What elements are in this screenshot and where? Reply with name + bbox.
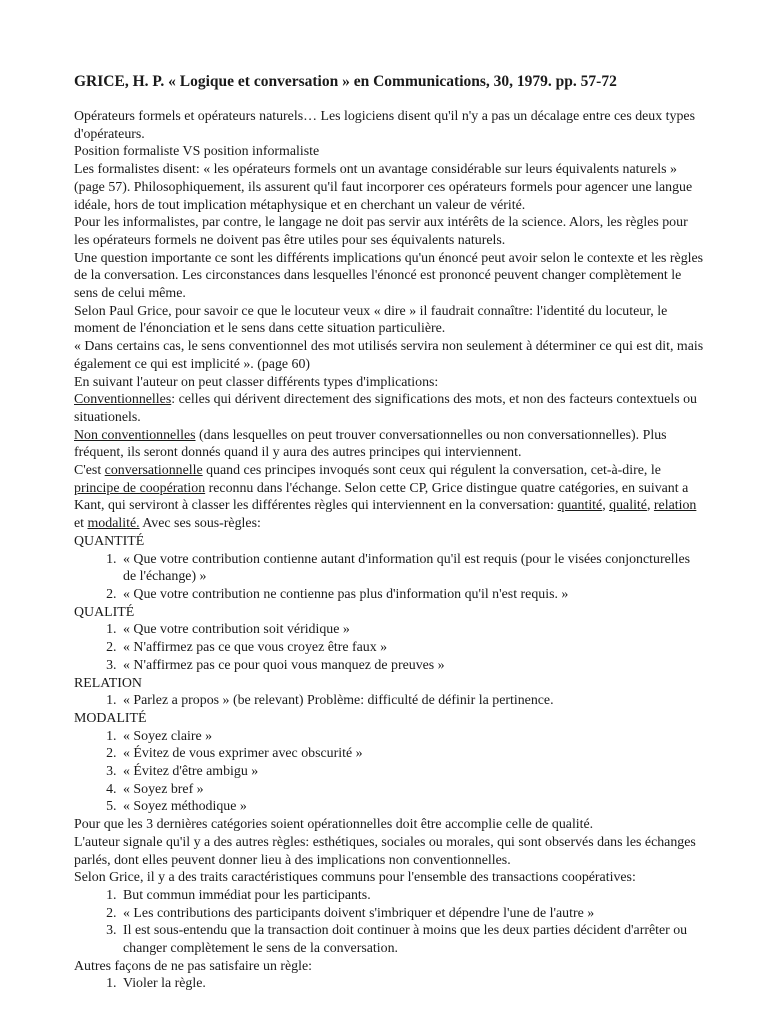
term-modalite: modalité. (87, 516, 140, 532)
paragraph-conventionnelles (74, 391, 706, 426)
list-item: 1. « Soyez claire » (120, 728, 706, 746)
list-item: 2. « Évitez de vous exprimer avec obscurité » (120, 745, 706, 763)
list-item: 3. « N'affirmez pas ce pour quoi vous manquez de preuves » (120, 657, 706, 675)
text-span: , (646, 498, 654, 514)
term-conversationnelle: conversationnelle (104, 463, 203, 479)
text-non-conventionnelles: (dans lesquelles on peut trouver conversationnelles ou non conversationnelles). Plus fréquent, ils seront donnés quand il y aura des autres principes qui interviennent. (74, 427, 667, 461)
list-item: 1. « Parlez a propos » (be relevant) Problème: difficulté de définir la pertinence. (120, 692, 706, 710)
paragraph-categories-qualite: Pour que les 3 dernières catégories soient opérationnelles doit être accomplie celle de qualité. (74, 817, 594, 833)
list-item: 1. Violer la règle. (120, 975, 706, 993)
paragraph-intro: Opérateurs formels et opérateurs naturels… Les logiciens disent qu'il n'y a pas un décalage entre ces deux types d'opérateurs. (74, 109, 695, 142)
term-principe-cooperation: principe de coopération (74, 480, 206, 496)
list-item: 5. « Soyez méthodique » (120, 798, 706, 816)
list-item: 4. « Soyez bref » (120, 781, 706, 799)
heading-relation: RELATION (74, 675, 142, 691)
paragraph-types-intro: En suivant l'auteur on peut classer différents types d'implications: (74, 374, 439, 390)
term-non-conventionnelles: Non conventionnelles (74, 427, 196, 443)
list-qualite (74, 621, 706, 674)
list-item: 3. « Évitez d'être ambigu » (120, 763, 706, 781)
paragraph-implications: Une question importante ce sont les différents implications qu'un énoncé peut avoir selon le contexte et les règles de la conversation. Les circonstances dans lesquelles l'énoncé est prononcé peuvent changer complètement le sens de celui même. (74, 250, 704, 302)
text-span: quand ces principes invoqués sont ceux qui régulent la conversation, cet-à-dire, le (202, 463, 661, 479)
list-modalite (74, 728, 706, 817)
list-relation (74, 692, 706, 710)
text-span: et (74, 516, 88, 532)
text-span: , (602, 498, 610, 514)
heading-qualite: QUALITÉ (74, 604, 135, 620)
document-body (74, 108, 706, 993)
list-traits (74, 887, 706, 958)
paragraph-informalistes: Pour les informalistes, par contre, le langage ne doit pas servir aux intérêts de la science. Alors, les règles pour les opérateurs formels ne doivent pas être utiles pour ses équivalents naturels. (74, 215, 688, 248)
heading-quantite: QUANTITÉ (74, 533, 145, 549)
list-item: 3. Il est sous-entendu que la transaction doit continuer à moins que les deux parties décident d'arrêter ou changer complètement le sens de la conversation. (120, 922, 706, 957)
list-autres-facons (74, 975, 706, 993)
list-quantite (74, 551, 706, 604)
term-quantite: quantité (557, 498, 603, 514)
term-conventionnelles: Conventionnelles (74, 392, 172, 408)
term-relation: relation (653, 498, 697, 514)
list-item: 1. « Que votre contribution contienne autant d'information qu'il est requis (pour le visées conjoncturelles de l'échange) » (120, 551, 706, 586)
text-conventionnelles: : celles qui dérivent directement des significations des mots, et non des facteurs contextuels ou situationels. (74, 392, 698, 425)
list-item: 1. « Que votre contribution soit véridique » (120, 621, 706, 639)
list-item: 2. « Les contributions des participants doivent s'imbriquer et dépendre l'une de l'autre » (120, 905, 706, 923)
paragraph-non-conventionnelles (74, 427, 706, 462)
paragraph-conversationnelle (74, 462, 706, 533)
term-qualite: qualité (609, 498, 647, 514)
text-span: C'est (74, 463, 105, 479)
list-item: 2. « N'affirmez pas ce que vous croyez être faux » (120, 639, 706, 657)
paragraph-positions: Position formaliste VS position informaliste (74, 144, 320, 160)
list-item: 2. « Que votre contribution ne contienne pas plus d'information qu'il n'est requis. » (120, 586, 706, 604)
text-span: reconnu dans l'échange. Selon cette CP, Grice distingue quatre catégories, en suivant a Kant, qui serviront à classer les différentes règles qui interviennent en la conversation: (74, 480, 689, 514)
document-title: GRICE, H. P. « Logique et conversation » en Communications, 30, 1979. pp. 57-72 (74, 73, 617, 90)
paragraph-grice-locuteur: Selon Paul Grice, pour savoir ce que le locuteur veux « dire » il faudrait connaître: l'identité du locuteur, le moment de l'énonciation et le sens dans cette situation particulière. (74, 303, 668, 337)
paragraph-autres-facons: Autres façons de ne pas satisfaire un règle: (74, 958, 312, 974)
heading-modalite: MODALITÉ (74, 710, 147, 726)
paragraph-traits-intro: Selon Grice, il y a des traits caractéristiques communs pour l'ensemble des transactions coopératives: (74, 870, 636, 886)
paragraph-quote-page-60: « Dans certains cas, le sens conventionnel des mot utilisés servira non seulement à déterminer ce qui est dit, mais également ce qui est implicité ». (page 60) (74, 339, 704, 372)
paragraph-autres-regles: L'auteur signale qu'il y a des autres règles: esthétiques, sociales ou morales, qui sont observés dans les échanges parlés, dont elles peuvent donner lieu à des implications non conventionnelles. (74, 834, 696, 868)
text-span: Avec ses sous-règles: (139, 516, 261, 532)
list-item: 1. But commun immédiat pour les participants. (120, 887, 706, 905)
paragraph-formalistes: Les formalistes disent: « les opérateurs formels ont un avantage considérable sur leurs équivalents naturels » (page 57). Philosophiquement, ils assurent qu'il faut incorporer ces opérateurs formels pour agencer une langue idéale, hors de tout implication métaphysique et en cherchant un valeur de vérité. (74, 162, 693, 213)
